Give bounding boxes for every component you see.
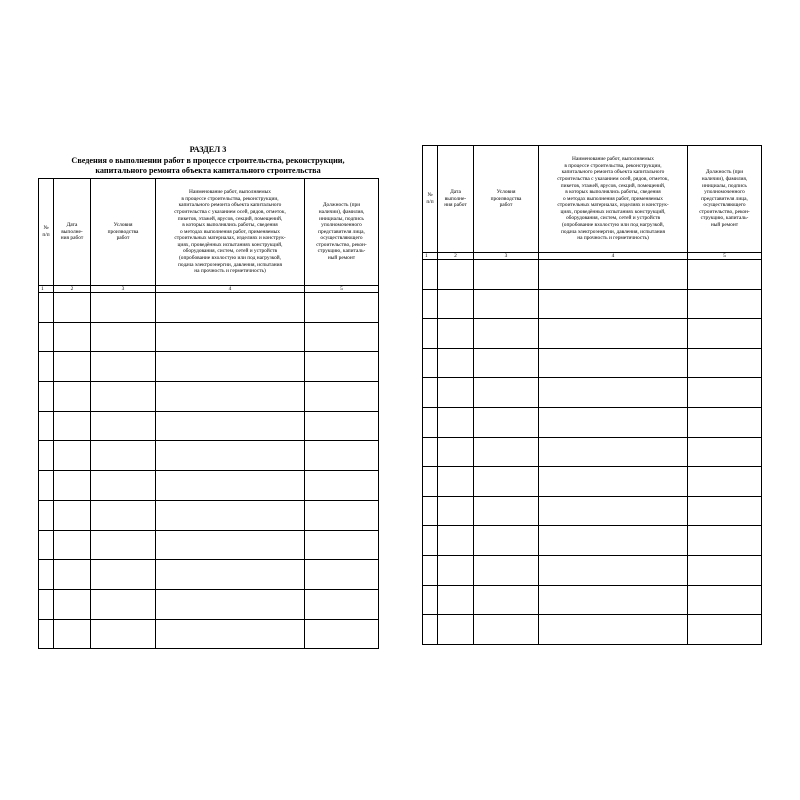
table-cell — [423, 496, 438, 526]
table-cell — [54, 411, 91, 441]
table-cell — [539, 615, 688, 645]
header-cell: № п/п — [39, 179, 54, 286]
column-number: 4 — [539, 253, 688, 260]
table-cell — [54, 293, 91, 323]
table-cell — [305, 441, 379, 471]
table-cell — [39, 382, 54, 412]
table-row — [423, 467, 762, 497]
table-row — [39, 322, 379, 352]
table-cell — [91, 589, 156, 619]
table-cell — [156, 619, 305, 649]
table-cell — [39, 589, 54, 619]
table-cell — [688, 437, 762, 467]
column-number: 1 — [423, 253, 438, 260]
table-cell — [688, 319, 762, 349]
table-cell — [91, 352, 156, 382]
table-cell — [688, 555, 762, 585]
table-cell — [156, 560, 305, 590]
table-row — [423, 437, 762, 467]
table-cell — [305, 382, 379, 412]
table-cell — [539, 437, 688, 467]
table-cell — [39, 441, 54, 471]
header-cell: Наименование работ, выполняемых в процессе строительства, реконструкции, капитального ремонта объекта капитального строительства с указанием осей, рядов, отметок, пикетов, этажей, ярусов, секций, помещений, в которых выполнялись работы, сведения о методах выполнения работ, применяемых строительных материалах, изделиях и конструк- циях, проведённых испытаниях конструкций, оборудования, систем, сетей и устройств (опробование вхолостую или под нагрузкой, подача электроэнергии, давления, испытания на прочность и герметичность) — [156, 179, 305, 286]
table-row — [423, 319, 762, 349]
column-number: 5 — [305, 286, 379, 293]
header-cell: Условия производства работ — [91, 179, 156, 286]
table-cell — [91, 530, 156, 560]
table-cell — [423, 437, 438, 467]
table-cell — [539, 526, 688, 556]
table-cell — [39, 500, 54, 530]
column-number-row — [39, 286, 379, 293]
column-number: 2 — [438, 253, 474, 260]
table-cell — [474, 526, 539, 556]
header-row — [39, 179, 379, 286]
table-cell — [39, 352, 54, 382]
right-works-table — [422, 145, 762, 645]
table-cell — [688, 496, 762, 526]
table-cell — [39, 322, 54, 352]
table-cell — [474, 437, 539, 467]
table-cell — [438, 615, 474, 645]
table-row — [39, 530, 379, 560]
table-cell — [39, 619, 54, 649]
table-cell — [91, 411, 156, 441]
table-cell — [305, 530, 379, 560]
table-cell — [305, 322, 379, 352]
table-cell — [474, 615, 539, 645]
table-cell — [91, 382, 156, 412]
table-cell — [39, 560, 54, 590]
table-cell — [423, 289, 438, 319]
table-cell — [54, 560, 91, 590]
header-cell: Условия производства работ — [474, 146, 539, 253]
header-row — [423, 146, 762, 253]
table-row — [423, 585, 762, 615]
table-cell — [474, 467, 539, 497]
table-cell — [688, 615, 762, 645]
table-cell — [539, 496, 688, 526]
table-cell — [438, 555, 474, 585]
table-cell — [305, 589, 379, 619]
header-cell: Дата выполне- ния работ — [54, 179, 91, 286]
table-cell — [438, 467, 474, 497]
table-cell — [438, 289, 474, 319]
table-cell — [305, 500, 379, 530]
table-cell — [156, 589, 305, 619]
column-number: 3 — [474, 253, 539, 260]
table-cell — [54, 471, 91, 501]
table-cell — [305, 619, 379, 649]
table-cell — [688, 585, 762, 615]
left-page — [38, 143, 378, 648]
table-row — [423, 496, 762, 526]
header-cell: Должность (при наличии), фамилия, инициалы, подпись уполномоченного представителя лица, осуществляющего строительство, рекон- струкцию, капиталь- ный ремонт — [305, 179, 379, 286]
section-title-line-2: капитального ремонта объекта капитального строительства — [95, 166, 321, 175]
table-cell — [688, 526, 762, 556]
table-cell — [156, 382, 305, 412]
table-row — [423, 289, 762, 319]
table-cell — [305, 411, 379, 441]
table-cell — [54, 530, 91, 560]
header-cell: Должность (при наличии), фамилия, инициалы, подпись уполномоченного представителя лица, осуществляющего строительство, рекон- струкцию, капиталь- ный ремонт — [688, 146, 762, 253]
table-cell — [156, 322, 305, 352]
table-cell — [539, 319, 688, 349]
table-cell — [156, 441, 305, 471]
table-cell — [474, 348, 539, 378]
table-cell — [39, 530, 54, 560]
table-cell — [54, 352, 91, 382]
table-row — [39, 589, 379, 619]
table-cell — [438, 378, 474, 408]
table-cell — [438, 437, 474, 467]
table-cell — [423, 467, 438, 497]
table-cell — [91, 560, 156, 590]
column-number: 5 — [688, 253, 762, 260]
table-cell — [474, 407, 539, 437]
table-cell — [91, 471, 156, 501]
table-cell — [54, 619, 91, 649]
table-cell — [39, 471, 54, 501]
table-cell — [156, 471, 305, 501]
table-cell — [539, 467, 688, 497]
table-cell — [423, 526, 438, 556]
table-cell — [54, 382, 91, 412]
table-cell — [474, 555, 539, 585]
table-row — [423, 526, 762, 556]
table-row — [39, 382, 379, 412]
column-number: 1 — [39, 286, 54, 293]
table-cell — [305, 471, 379, 501]
table-row — [39, 293, 379, 323]
section-title-line-1: Сведения о выполнении работ в процессе строительства, реконструкции, — [71, 156, 345, 165]
table-cell — [54, 441, 91, 471]
column-number: 4 — [156, 286, 305, 293]
table-cell — [474, 585, 539, 615]
table-cell — [423, 319, 438, 349]
table-cell — [539, 378, 688, 408]
column-number: 3 — [91, 286, 156, 293]
column-number-row — [423, 253, 762, 260]
table-cell — [539, 555, 688, 585]
table-cell — [688, 378, 762, 408]
table-cell — [423, 585, 438, 615]
table-cell — [423, 555, 438, 585]
table-cell — [91, 293, 156, 323]
table-cell — [474, 260, 539, 290]
table-cell — [539, 407, 688, 437]
table-row — [39, 441, 379, 471]
table-cell — [438, 496, 474, 526]
table-cell — [305, 560, 379, 590]
table-cell — [423, 348, 438, 378]
table-cell — [91, 500, 156, 530]
table-row — [423, 555, 762, 585]
table-cell — [156, 500, 305, 530]
table-cell — [688, 407, 762, 437]
table-cell — [54, 322, 91, 352]
table-row — [423, 407, 762, 437]
table-cell — [539, 260, 688, 290]
table-cell — [438, 260, 474, 290]
column-number: 2 — [54, 286, 91, 293]
table-cell — [156, 411, 305, 441]
table-cell — [688, 289, 762, 319]
table-cell — [539, 348, 688, 378]
table-cell — [688, 467, 762, 497]
table-row — [423, 348, 762, 378]
table-cell — [156, 530, 305, 560]
table-cell — [91, 441, 156, 471]
table-cell — [539, 289, 688, 319]
table-cell — [539, 585, 688, 615]
table-cell — [39, 411, 54, 441]
table-cell — [438, 348, 474, 378]
table-row — [39, 500, 379, 530]
left-works-table — [38, 178, 379, 649]
table-row — [39, 352, 379, 382]
table-cell — [474, 289, 539, 319]
table-row — [39, 471, 379, 501]
table-row — [423, 615, 762, 645]
table-cell — [423, 407, 438, 437]
table-row — [39, 560, 379, 590]
table-cell — [438, 526, 474, 556]
table-cell — [156, 352, 305, 382]
header-cell: Наименование работ, выполняемых в процессе строительства, реконструкции, капитального ремонта объекта капитального строительства с указанием осей, рядов, отметок, пикетов, этажей, ярусов, секций, помещений, в которых выполнялись работы, сведения о методах выполнения работ, применяемых строительных материалах, изделиях и конструк- циях, проведённых испытаниях конструкций, оборудования, систем, сетей и устройств (опробование вхолостую или под нагрузкой, подача электроэнергии, давления, испытания на прочность и герметичность) — [539, 146, 688, 253]
table-cell — [305, 293, 379, 323]
table-cell — [474, 496, 539, 526]
header-cell: Дата выполне- ния работ — [438, 146, 474, 253]
table-cell — [91, 322, 156, 352]
table-cell — [474, 378, 539, 408]
table-cell — [688, 260, 762, 290]
table-cell — [423, 260, 438, 290]
table-row — [39, 411, 379, 441]
table-cell — [423, 378, 438, 408]
section-label: РАЗДЕЛ 3 — [189, 145, 227, 154]
table-row — [423, 260, 762, 290]
table-cell — [438, 585, 474, 615]
right-page — [422, 145, 761, 650]
table-cell — [438, 407, 474, 437]
table-cell — [474, 319, 539, 349]
header-cell: № п/п — [423, 146, 438, 253]
table-cell — [91, 619, 156, 649]
table-cell — [688, 348, 762, 378]
table-cell — [305, 352, 379, 382]
table-cell — [156, 293, 305, 323]
table-row — [39, 619, 379, 649]
table-cell — [54, 589, 91, 619]
table-cell — [438, 319, 474, 349]
table-cell — [423, 615, 438, 645]
table-row — [423, 378, 762, 408]
table-cell — [39, 293, 54, 323]
table-cell — [54, 500, 91, 530]
